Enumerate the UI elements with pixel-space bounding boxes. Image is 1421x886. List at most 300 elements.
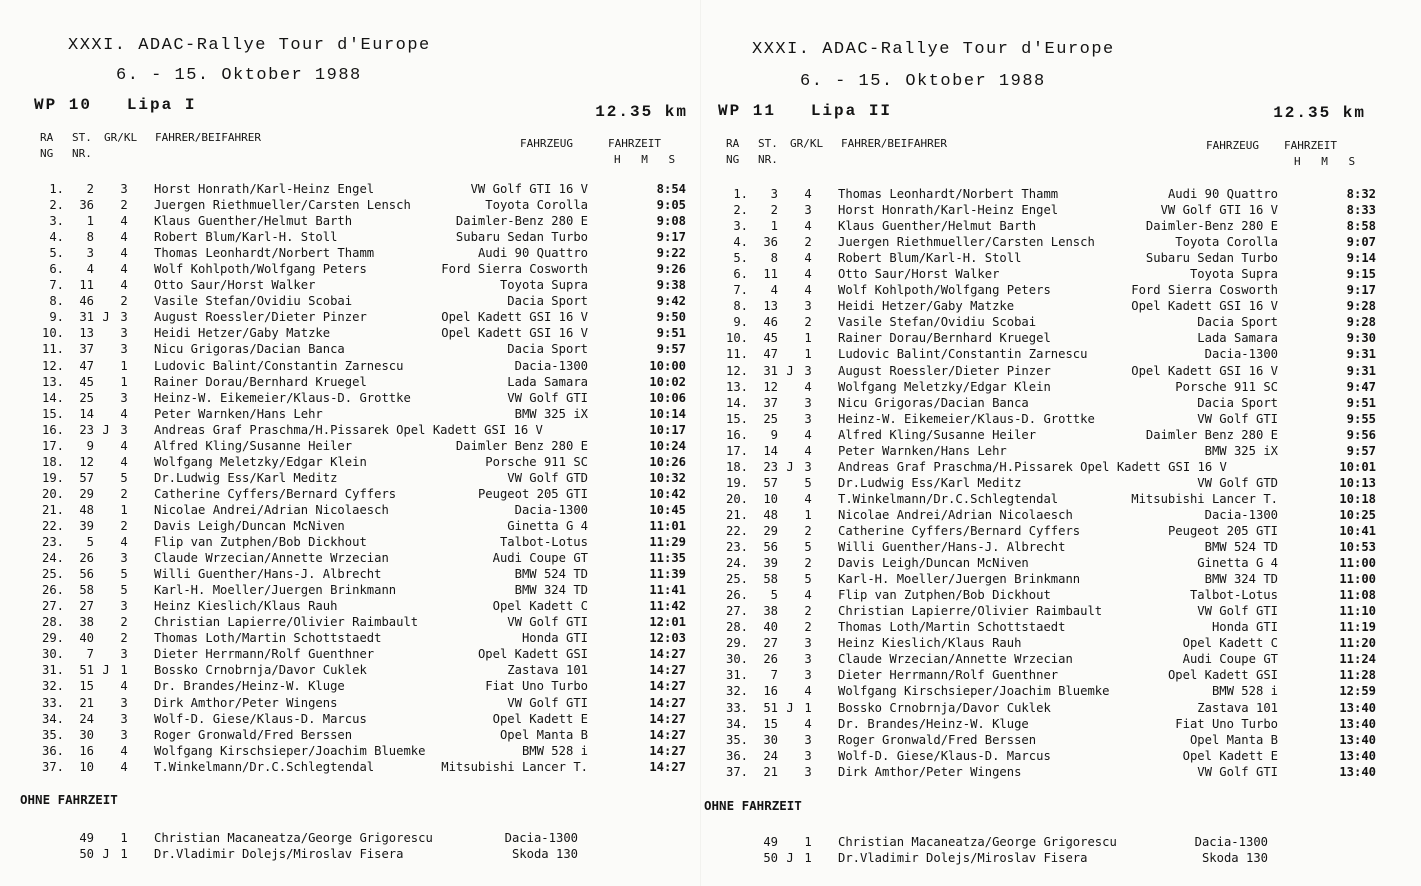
- time-cell: 13:40: [1339, 764, 1376, 779]
- rank-cell: 36.: [41, 743, 64, 758]
- result-row: [18, 470, 698, 486]
- result-row: [702, 427, 1388, 443]
- time-cell: 10:14: [649, 406, 686, 421]
- crew-cell: Wolfgang Meletzky/Edgar Klein: [838, 379, 1051, 394]
- class-cell: 4: [120, 679, 128, 694]
- time-cell: 10:32: [649, 470, 686, 485]
- time-cell: 13:40: [1339, 716, 1376, 731]
- stage-title: WP 11 Lipa II: [718, 102, 893, 120]
- class-cell: 3: [120, 310, 128, 325]
- result-row: [702, 443, 1388, 459]
- rank-cell: 12.: [41, 358, 64, 373]
- header-gruppe-klasse: GR/KL: [104, 131, 138, 144]
- class-cell: 3: [804, 411, 812, 426]
- result-row: [702, 539, 1388, 555]
- result-row: [18, 293, 698, 309]
- crew-cell: Wolf Kohlpoth/Wolfgang Peters: [838, 283, 1051, 298]
- start-number-cell: 49: [763, 835, 778, 849]
- result-row: [18, 759, 698, 775]
- start-number-cell: 49: [79, 831, 94, 845]
- crew-cell: Christian Lapierre/Olivier Raimbault: [154, 615, 419, 630]
- result-row: [702, 379, 1388, 395]
- result-row: [18, 438, 698, 454]
- result-row: [702, 411, 1388, 427]
- car-cell: Audi 90 Quattro: [477, 246, 588, 261]
- class-cell: 2: [804, 523, 812, 538]
- class-cell: 3: [804, 652, 812, 667]
- car-cell: Lada Samara: [507, 374, 588, 389]
- header-hms: H M S: [614, 153, 683, 166]
- result-row: [702, 459, 1388, 475]
- car-cell: Skoda 130: [1201, 851, 1268, 866]
- time-cell: 11:10: [1339, 604, 1376, 619]
- header-rang: RA NG: [40, 131, 54, 160]
- crew-cell: Heinz-W. Eikemeier/Klaus-D. Grottke: [838, 411, 1095, 426]
- start-number-cell: 30: [79, 727, 94, 742]
- rank-cell: 19.: [725, 475, 748, 490]
- rank-cell: 2.: [733, 203, 748, 218]
- crew-cell: August Roessler/Dieter Pinzer: [838, 363, 1051, 378]
- crew-cell: Juergen Riethmueller/Carsten Lensch: [838, 235, 1095, 250]
- start-number-cell: 21: [763, 764, 778, 779]
- time-cell: 14:27: [649, 647, 686, 662]
- header-fahrer: FAHRER/BEIFAHRER: [155, 131, 261, 144]
- crew-cell: Juergen Riethmueller/Carsten Lensch: [154, 198, 411, 213]
- time-cell: 14:27: [649, 679, 686, 694]
- crew-cell: Wolfgang Meletzky/Edgar Klein: [154, 454, 367, 469]
- result-row: [702, 186, 1388, 202]
- rank-cell: 32.: [41, 679, 64, 694]
- car-cell: Audi Coupe GT: [1182, 652, 1278, 667]
- rank-cell: 28.: [41, 615, 64, 630]
- result-row: [18, 830, 698, 846]
- time-cell: 9:26: [656, 262, 686, 277]
- car-cell: Toyota Supra: [499, 278, 588, 293]
- car-cell: Opel Manta B: [499, 727, 588, 742]
- result-row: [18, 261, 698, 277]
- crew-cell: Robert Blum/Karl-H. Stoll: [838, 251, 1022, 266]
- time-cell: 9:50: [656, 310, 686, 325]
- car-cell: BMW 325 iX: [514, 406, 588, 421]
- time-cell: 11:29: [649, 535, 686, 550]
- start-number-cell: 16: [79, 743, 94, 758]
- rank-cell: 25.: [41, 567, 64, 582]
- car-cell: Audi 90 Quattro: [1167, 187, 1278, 201]
- class-cell: 1: [804, 700, 812, 715]
- class-cell: 2: [804, 556, 812, 571]
- results-sheet-wp11: [702, 0, 1388, 886]
- header-startnummer: ST. NR.: [758, 137, 778, 166]
- start-number-cell: 46: [763, 315, 778, 330]
- start-number-cell: 11: [79, 278, 94, 293]
- result-row: [702, 507, 1388, 523]
- crew-cell: Andreas Graf Praschma/H.Pissarek Opel Kadett GSI 16 V: [838, 459, 1227, 474]
- car-cell: Lada Samara: [1197, 331, 1278, 346]
- start-number-cell: 56: [79, 567, 94, 582]
- time-cell: 9:38: [656, 278, 686, 293]
- start-number-cell: 1: [86, 214, 94, 229]
- time-cell: 9:42: [656, 294, 686, 309]
- rank-cell: 2.: [49, 198, 64, 213]
- result-row: [702, 282, 1388, 298]
- start-number-cell: 12: [763, 379, 778, 394]
- start-number-cell: 56: [763, 540, 778, 555]
- time-cell: 13:40: [1339, 700, 1376, 715]
- junior-flag-cell: J: [102, 422, 110, 437]
- class-cell: 3: [120, 695, 128, 710]
- rank-cell: 21.: [41, 502, 64, 517]
- start-number-cell: 9: [770, 427, 778, 442]
- result-row: [702, 716, 1388, 732]
- car-cell: Opel Kadett GSI: [477, 647, 588, 662]
- result-row: [702, 635, 1388, 651]
- rank-cell: 10.: [41, 326, 64, 341]
- junior-flag-cell: J: [102, 847, 110, 862]
- car-cell: Dacia-1300: [514, 358, 588, 373]
- result-row: [702, 619, 1388, 635]
- rank-cell: 29.: [41, 631, 64, 646]
- class-cell: 2: [120, 198, 128, 213]
- rank-cell: 27.: [41, 599, 64, 614]
- start-number-cell: 8: [86, 230, 94, 245]
- start-number-cell: 36: [79, 198, 94, 213]
- crew-cell: Peter Warnken/Hans Lehr: [838, 443, 1007, 458]
- crew-cell: Roger Gronwald/Fred Berssen: [838, 732, 1037, 747]
- car-cell: Toyota Corolla: [485, 198, 588, 213]
- rank-cell: 37.: [725, 764, 748, 779]
- car-cell: Opel Kadett C: [1182, 636, 1278, 651]
- rank-cell: 20.: [725, 491, 748, 506]
- rank-cell: 31.: [725, 668, 748, 683]
- car-cell: Dacia Sport: [1197, 395, 1278, 410]
- crew-cell: Dirk Amthor/Peter Wingens: [154, 695, 338, 710]
- rank-cell: 1.: [49, 182, 64, 196]
- class-cell: 3: [120, 711, 128, 726]
- rank-cell: 18.: [41, 454, 64, 469]
- rank-cell: 24.: [725, 556, 748, 571]
- car-cell: VW Golf GTD: [1197, 475, 1278, 490]
- time-cell: 8:58: [1346, 219, 1376, 234]
- car-cell: BMW 324 TD: [514, 583, 588, 598]
- car-cell: Opel Kadett E: [1182, 748, 1278, 763]
- rank-cell: 16.: [725, 427, 748, 442]
- time-cell: 11:42: [649, 599, 686, 614]
- rank-cell: 29.: [725, 636, 748, 651]
- crew-cell: Thomas Leonhardt/Norbert Thamm: [838, 187, 1059, 201]
- result-row: [702, 571, 1388, 587]
- rank-cell: 15.: [725, 411, 748, 426]
- crew-cell: Alfred Kling/Susanne Heiler: [154, 438, 353, 453]
- result-row: [18, 390, 698, 406]
- result-row: [18, 213, 698, 229]
- rally-dates: 6. - 15. Oktober 1988: [800, 72, 1046, 91]
- car-cell: Honda GTI: [1211, 620, 1278, 635]
- start-number-cell: 9: [86, 438, 94, 453]
- class-cell: 1: [120, 374, 128, 389]
- class-cell: 4: [804, 588, 812, 603]
- result-row: [18, 711, 698, 727]
- start-number-cell: 46: [79, 294, 94, 309]
- class-cell: 1: [804, 835, 812, 849]
- time-cell: 10:13: [1339, 475, 1376, 490]
- rank-cell: 14.: [725, 395, 748, 410]
- car-cell: Opel Kadett GSI 16 V: [1131, 299, 1278, 314]
- car-cell: Dacia-1300: [504, 831, 578, 845]
- result-row: [702, 475, 1388, 491]
- rank-cell: 31.: [41, 663, 64, 678]
- start-number-cell: 37: [79, 342, 94, 357]
- start-number-cell: 8: [770, 251, 778, 266]
- crew-cell: Roger Gronwald/Fred Berssen: [154, 727, 353, 742]
- rank-cell: 23.: [725, 540, 748, 555]
- header-fahrer: FAHRER/BEIFAHRER: [841, 137, 947, 150]
- start-number-cell: 58: [763, 572, 778, 587]
- crew-cell: Robert Blum/Karl-H. Stoll: [154, 230, 338, 245]
- time-cell: 11:19: [1339, 620, 1376, 635]
- crew-cell: Peter Warnken/Hans Lehr: [154, 406, 323, 421]
- time-cell: 11:35: [649, 551, 686, 566]
- crew-cell: Heinz Kieslich/Klaus Rauh: [154, 599, 338, 614]
- result-row: [18, 598, 698, 614]
- car-cell: Daimler-Benz 280 E: [455, 214, 588, 229]
- crew-cell: Horst Honrath/Karl-Heinz Engel: [154, 182, 375, 196]
- result-row: [18, 662, 698, 678]
- crew-cell: Vasile Stefan/Ovidiu Scobai: [154, 294, 353, 309]
- crew-cell: Flip van Zutphen/Bob Dickhout: [154, 535, 367, 550]
- result-row: [18, 197, 698, 213]
- start-number-cell: 27: [763, 636, 778, 651]
- time-cell: 12:59: [1339, 684, 1376, 699]
- rank-cell: 23.: [41, 535, 64, 550]
- rank-cell: 19.: [41, 470, 64, 485]
- car-cell: Ford Sierra Cosworth: [1131, 283, 1278, 298]
- car-cell: BMW 324 TD: [1204, 572, 1278, 587]
- time-cell: 9:51: [656, 326, 686, 341]
- car-cell: Dacia-1300: [514, 502, 588, 517]
- result-row: [702, 234, 1388, 250]
- no-time-list: [702, 834, 1388, 866]
- start-number-cell: 39: [763, 556, 778, 571]
- class-cell: 3: [120, 727, 128, 742]
- car-cell: Opel Kadett GSI 16 V: [441, 310, 588, 325]
- time-cell: 9:51: [1346, 395, 1376, 410]
- class-cell: 3: [804, 764, 812, 779]
- time-cell: 8:33: [1346, 203, 1376, 218]
- result-row: [702, 523, 1388, 539]
- junior-flag-cell: J: [786, 363, 794, 378]
- rank-cell: 32.: [725, 684, 748, 699]
- time-cell: 11:24: [1339, 652, 1376, 667]
- rank-cell: 4.: [49, 230, 64, 245]
- crew-cell: Bossko Crnobrnja/Davor Cuklek: [154, 663, 367, 678]
- class-cell: 1: [120, 358, 128, 373]
- start-number-cell: 4: [770, 283, 778, 298]
- rank-cell: 9.: [733, 315, 748, 330]
- class-cell: 2: [804, 315, 812, 330]
- start-number-cell: 37: [763, 395, 778, 410]
- rank-cell: 5.: [733, 251, 748, 266]
- time-cell: 9:17: [656, 230, 686, 245]
- crew-cell: Rainer Dorau/Bernhard Kruegel: [838, 331, 1051, 346]
- class-cell: 1: [120, 663, 128, 678]
- crew-cell: Willi Guenther/Hans-J. Albrecht: [838, 540, 1066, 555]
- car-cell: Ford Sierra Cosworth: [441, 262, 588, 277]
- start-number-cell: 31: [79, 310, 94, 325]
- class-cell: 1: [120, 502, 128, 517]
- rank-cell: 27.: [725, 604, 748, 619]
- result-row: [702, 683, 1388, 699]
- start-number-cell: 14: [763, 443, 778, 458]
- class-cell: 4: [120, 262, 128, 277]
- start-number-cell: 3: [770, 187, 778, 201]
- car-cell: Dacia-1300: [1204, 507, 1278, 522]
- car-cell: Toyota Corolla: [1175, 235, 1278, 250]
- crew-cell: August Roessler/Dieter Pinzer: [154, 310, 367, 325]
- rank-cell: 33.: [41, 695, 64, 710]
- time-cell: 11:01: [649, 518, 686, 533]
- rank-cell: 8.: [733, 299, 748, 314]
- class-cell: 3: [120, 599, 128, 614]
- time-cell: 12:03: [649, 631, 686, 646]
- class-cell: 5: [120, 567, 128, 582]
- time-cell: 10:00: [649, 358, 686, 373]
- result-row: [18, 743, 698, 759]
- junior-flag-cell: J: [786, 700, 794, 715]
- class-cell: 4: [120, 246, 128, 261]
- class-cell: 4: [120, 438, 128, 453]
- time-cell: 9:57: [656, 342, 686, 357]
- result-row: [18, 582, 698, 598]
- time-cell: 10:17: [649, 422, 686, 437]
- class-cell: 4: [120, 759, 128, 774]
- rank-cell: 13.: [41, 374, 64, 389]
- car-cell: Opel Kadett GSI: [1167, 668, 1278, 683]
- junior-flag-cell: J: [102, 310, 110, 325]
- car-cell: Dacia Sport: [1197, 315, 1278, 330]
- rank-cell: 3.: [733, 219, 748, 234]
- start-number-cell: 38: [763, 604, 778, 619]
- class-cell: 4: [804, 187, 812, 201]
- result-row: [702, 555, 1388, 571]
- class-cell: 4: [804, 443, 812, 458]
- start-number-cell: 4: [86, 262, 94, 277]
- rank-cell: 24.: [41, 551, 64, 566]
- class-cell: 2: [120, 486, 128, 501]
- car-cell: Talbot-Lotus: [499, 535, 588, 550]
- crew-cell: Flip van Zutphen/Bob Dickhout: [838, 588, 1051, 603]
- car-cell: Zastava 101: [507, 663, 588, 678]
- rank-cell: 22.: [41, 518, 64, 533]
- crew-cell: Ludovic Balint/Constantin Zarnescu: [154, 358, 404, 373]
- crew-cell: Rainer Dorau/Bernhard Kruegel: [154, 374, 367, 389]
- start-number-cell: 29: [763, 523, 778, 538]
- start-number-cell: 15: [79, 679, 94, 694]
- time-cell: 9:14: [1346, 251, 1376, 266]
- class-cell: 3: [804, 395, 812, 410]
- stage-distance: 12.35 km: [1273, 104, 1366, 122]
- result-row: [702, 346, 1388, 362]
- crew-cell: Claude Wrzecian/Annette Wrzecian: [154, 551, 389, 566]
- rank-cell: 10.: [725, 331, 748, 346]
- result-row: [18, 277, 698, 293]
- car-cell: BMW 524 TD: [1204, 540, 1278, 555]
- car-cell: Peugeot 205 GTI: [1167, 523, 1278, 538]
- no-time-heading: OHNE FAHRZEIT: [704, 798, 802, 813]
- class-cell: 5: [804, 475, 812, 490]
- time-cell: 10:53: [1339, 540, 1376, 555]
- rank-cell: 25.: [725, 572, 748, 587]
- results-table: [702, 186, 1388, 780]
- start-number-cell: 27: [79, 599, 94, 614]
- start-number-cell: 57: [763, 475, 778, 490]
- crew-cell: Wolfgang Kirschsieper/Joachim Bluemke: [838, 684, 1110, 699]
- car-cell: VW Golf GTI: [1197, 764, 1278, 779]
- result-row: [702, 587, 1388, 603]
- crew-cell: Klaus Guenther/Helmut Barth: [154, 214, 353, 229]
- car-cell: Daimler-Benz 280 E: [1145, 219, 1278, 234]
- time-cell: 8:32: [1346, 187, 1376, 201]
- time-cell: 9:15: [1346, 267, 1376, 282]
- crew-cell: Dr.Ludwig Ess/Karl Meditz: [154, 470, 338, 485]
- start-number-cell: 2: [770, 203, 778, 218]
- junior-flag-cell: J: [786, 851, 794, 866]
- crew-cell: Klaus Guenther/Helmut Barth: [838, 219, 1037, 234]
- result-row: [18, 846, 698, 862]
- car-cell: Opel Kadett C: [492, 599, 588, 614]
- class-cell: 4: [804, 716, 812, 731]
- result-row: [18, 534, 698, 550]
- car-cell: Opel Kadett GSI 16 V: [1131, 363, 1278, 378]
- start-number-cell: 51: [79, 663, 94, 678]
- result-row: [18, 630, 698, 646]
- class-cell: 5: [120, 583, 128, 598]
- rank-cell: 18.: [725, 459, 748, 474]
- time-cell: 9:30: [1346, 331, 1376, 346]
- start-number-cell: 25: [763, 411, 778, 426]
- car-cell: Porsche 911 SC: [485, 454, 588, 469]
- result-row: [702, 700, 1388, 716]
- crew-cell: Karl-H. Moeller/Juergen Brinkmann: [838, 572, 1081, 587]
- car-cell: Fiat Uno Turbo: [485, 679, 588, 694]
- time-cell: 8:54: [656, 182, 686, 196]
- class-cell: 3: [804, 668, 812, 683]
- no-time-heading: OHNE FAHRZEIT: [20, 792, 118, 807]
- car-cell: Opel Kadett GSI 16 V: [441, 326, 588, 341]
- class-cell: 3: [120, 647, 128, 662]
- start-number-cell: 51: [763, 700, 778, 715]
- time-cell: 9:28: [1346, 299, 1376, 314]
- result-row: [18, 406, 698, 422]
- start-number-cell: 48: [79, 502, 94, 517]
- time-cell: 10:45: [649, 502, 686, 517]
- start-number-cell: 26: [79, 551, 94, 566]
- time-cell: 11:00: [1339, 572, 1376, 587]
- class-cell: 2: [120, 518, 128, 533]
- rank-cell: 3.: [49, 214, 64, 229]
- result-row: [18, 181, 698, 197]
- time-cell: 9:31: [1346, 363, 1376, 378]
- start-number-cell: 26: [763, 652, 778, 667]
- start-number-cell: 50: [763, 851, 778, 866]
- class-cell: 3: [804, 636, 812, 651]
- car-cell: Honda GTI: [521, 631, 588, 646]
- start-number-cell: 45: [763, 331, 778, 346]
- time-cell: 10:42: [649, 486, 686, 501]
- result-row: [702, 395, 1388, 411]
- car-cell: Dacia Sport: [507, 342, 588, 357]
- rank-cell: 26.: [41, 583, 64, 598]
- start-number-cell: 23: [763, 459, 778, 474]
